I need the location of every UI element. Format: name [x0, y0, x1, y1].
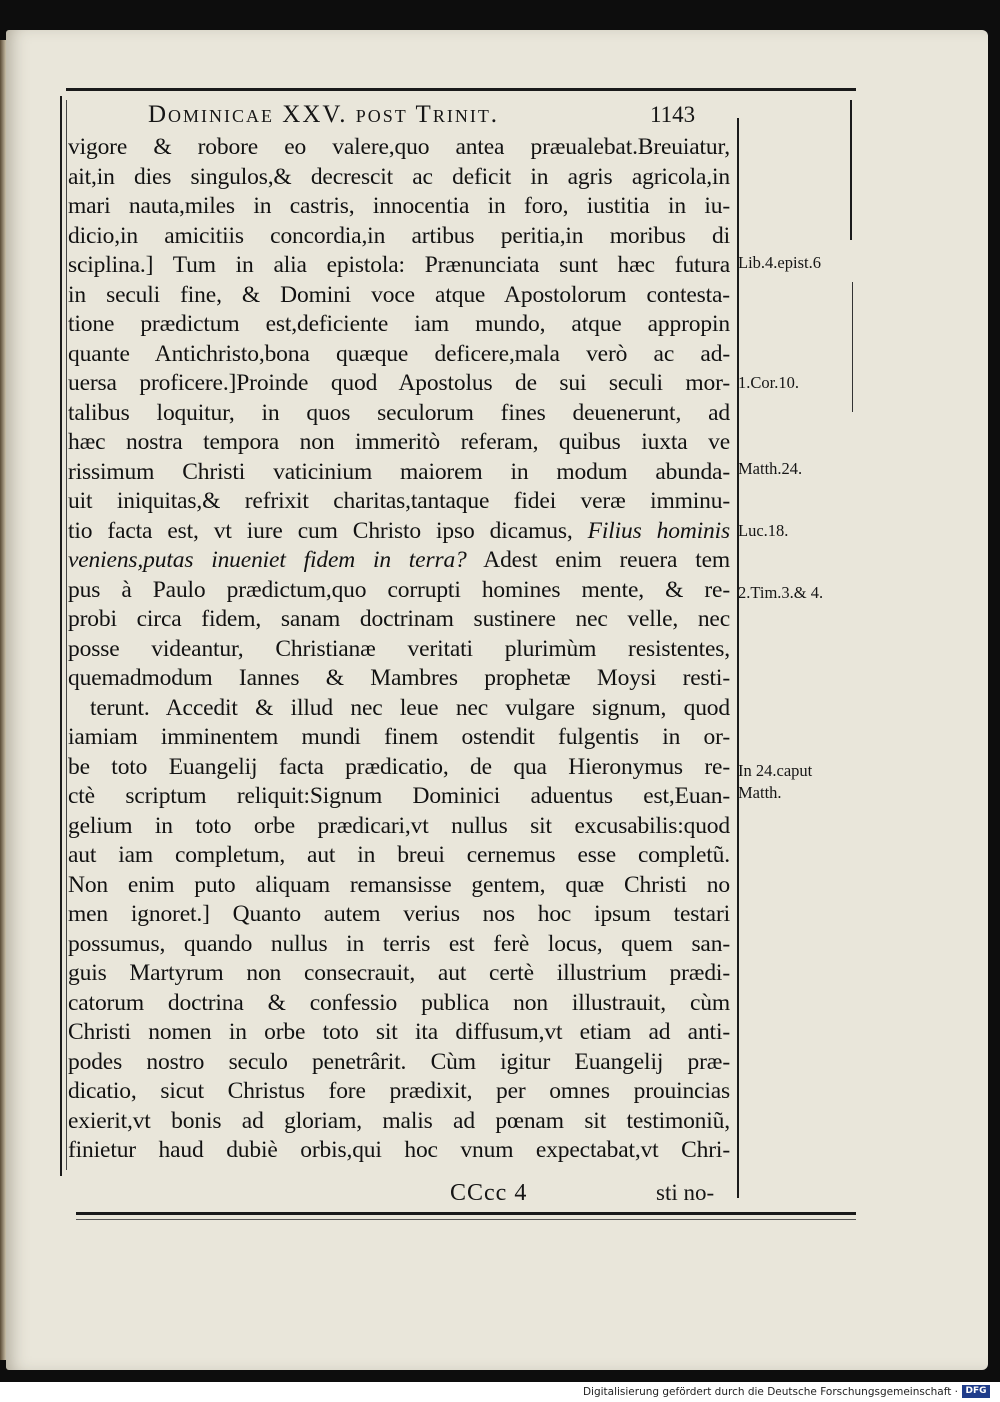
marginal-note: Matth.	[738, 783, 782, 802]
text-line-with-italic	[68, 517, 730, 547]
marginal-note: 2.Tim.3.& 4.	[738, 583, 824, 602]
text-line: gelium in toto orbe prædicari,vt nullus sit excusabilis:quod	[68, 812, 730, 839]
footer-rule	[76, 1212, 856, 1215]
text-line: probi circa fidem, sanam doctrinam sustinere nec velle, nec	[68, 606, 730, 632]
left-border-line-inner	[66, 100, 67, 1170]
italic-quote: Filius hominis	[587, 517, 730, 544]
funding-credit: Digitalisierung gefördert durch die Deutsche Forschungsgemeinschaft ·	[582, 1386, 958, 1398]
text-line: vigore & robore eo valere,quo antea præualebat.Breuiatur,	[68, 134, 730, 160]
marginal-note: Luc.18.	[738, 521, 789, 540]
header-rule	[66, 88, 856, 91]
text-line: rissimum Christi vaticinium maiorem in modum abunda-	[68, 458, 730, 485]
text-line: mari nauta,miles in castris, innocentia in foro, iustitia in iu-	[68, 193, 730, 219]
footer-bar	[0, 1382, 1000, 1402]
text-line: ait,in dies singulos,& decrescit ac deficit in agris agricola,in	[68, 163, 730, 190]
text-line: be toto Euangelij facta prædicatio, de qua Hieronymus re-	[68, 753, 730, 780]
text-line: aut iam completum, aut in breui cernemus esse completũ.	[68, 842, 730, 868]
text-line: Christi nomen in orbe toto sit ita diffusum,vt etiam ad anti-	[68, 1019, 730, 1045]
text-fragment: tio facta est, vt iure cum Christo ipso dicamus,	[68, 517, 573, 544]
text-line: podes nostro seculo penetrârit. Cùm igitur Euangelij præ-	[68, 1048, 730, 1075]
main-text-column	[68, 133, 730, 1166]
marginal-note: In 24.caput	[738, 761, 813, 780]
page-number: 1143	[650, 102, 696, 127]
margin-border-line-middle	[852, 282, 853, 412]
marginal-note: 1.Cor.10.	[738, 373, 799, 392]
text-line: quemadmodum Iannes & Mambres prophetæ Moysi resti-	[68, 665, 730, 691]
text-line: men ignoret.] Quanto autem verius nos hoc ipsum testari	[68, 901, 730, 927]
running-head: Dominicae XXV. post Trinit.	[148, 101, 500, 128]
footer-rule-thin	[76, 1219, 856, 1220]
text-line: hæc nostra tempora non immeritò referam, quibus iuxta ve	[68, 429, 730, 455]
dfg-logo: DFG	[962, 1385, 990, 1398]
text-line: in seculi fine, & Domini voce atque Apostolorum contesta-	[68, 281, 730, 308]
text-line: catorum doctrina & confessio publica non illustrauit, cùm	[68, 989, 730, 1016]
text-line: dicio,in amicitiis concordia,in artibus peritia,in moribus di	[68, 222, 730, 249]
text-line: terunt. Accedit & illud nec leue nec vulgare signum, quod	[90, 694, 730, 721]
margin-border-line-top	[850, 100, 852, 240]
text-line: iamiam imminentem mundi finem ostendit fulgentis in or-	[68, 724, 730, 750]
text-line: possumus, quando nullus in terris est ferè locus, quem san-	[68, 930, 730, 957]
marginal-note: Matth.24.	[738, 459, 803, 478]
text-line: uit iniquitas,& refrixit charitas,tantaque fidei veræ imminu-	[68, 488, 730, 514]
text-line: talibus loquitur, in quos seculorum fines deuenerunt, ad	[68, 399, 730, 426]
text-line: exierit,vt bonis ad gloriam, malis ad pœnam sit testimoniũ,	[68, 1107, 730, 1134]
text-line: pus à Paulo prædictum,quo corrupti homines mente, & re-	[68, 576, 730, 603]
text-line: sciplina.] Tum in alia epistola: Prænunciata sunt hæc futura	[68, 252, 730, 278]
text-line: uersa proficere.]Proinde quod Apostolus de sui seculi mor-	[68, 370, 730, 396]
signature-mark: CCcc 4	[450, 1180, 528, 1206]
text-line: posse videantur, Christianæ veritati plurimùm resistentes,	[68, 635, 730, 662]
text-line: dicatio, sicut Christus fore prædixit, per omnes prouincias	[68, 1078, 730, 1104]
page-gutter-shadow	[0, 40, 6, 1360]
text-line: ctè scriptum reliquit:Signum Dominici aduentus est,Euan-	[68, 783, 730, 809]
text-line: tione prædictum est,deficiente iam mundo, atque appropin	[68, 311, 730, 337]
text-line: Non enim puto aliquam remansisse gentem, quæ Christi no	[68, 871, 730, 898]
text-fragment: Adest enim reuera tem	[483, 547, 730, 573]
text-line: finietur haud dubiè orbis,qui hoc vnum expectabat,vt Chri-	[68, 1137, 730, 1163]
text-column-right-border	[737, 118, 739, 1198]
catchword: sti no-	[656, 1180, 715, 1205]
text-line: quante Antichristo,bona quæque deficere,mala verò ac ad-	[68, 340, 730, 367]
left-border-line	[60, 96, 62, 1176]
marginal-note: Lib.4.epist.6	[738, 253, 821, 272]
text-line-with-italic	[68, 546, 730, 576]
italic-quote: veniens,putas inueniet fidem in terra?	[68, 547, 467, 573]
text-line: guis Martyrum non consecrauit, aut certè illustrium prædi-	[68, 960, 730, 986]
